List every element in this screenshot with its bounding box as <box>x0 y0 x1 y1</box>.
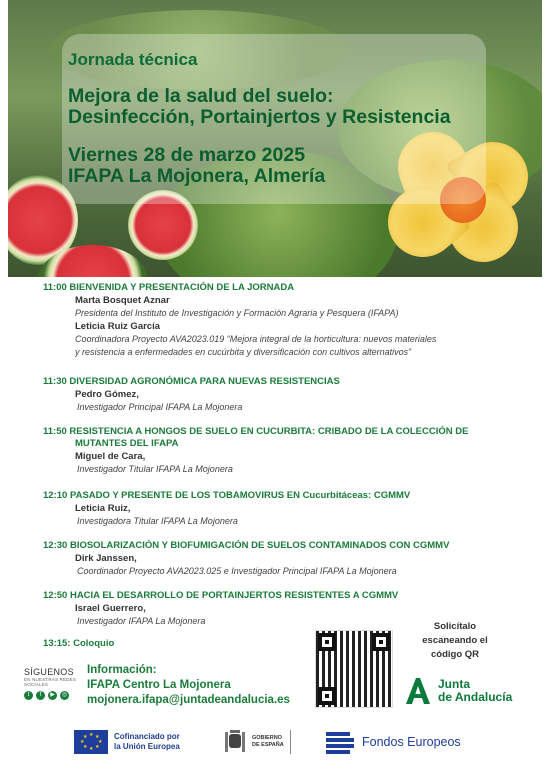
speaker-name: Pedro Gómez, <box>75 389 139 400</box>
program-item <box>43 540 513 578</box>
item-title: BIOSOLARIZACIÓN Y BIOFUMIGACIÓN DE SUELOS CONTAMINADOS CON CGMMV <box>69 540 450 551</box>
junta-line: de Andalucía <box>438 690 513 704</box>
item-title: BIENVENIDA Y PRESENTACIÓN DE LA JORNADA <box>69 282 295 293</box>
item-time: 11:50 <box>43 426 67 437</box>
event-venue: IFAPA La Mojonera, Almería <box>68 165 326 187</box>
fondos-label: Fondos Europeos <box>362 735 461 749</box>
social-icons <box>24 691 78 700</box>
event-type: Jornada técnica <box>68 50 198 69</box>
info-title: Información: <box>87 664 157 676</box>
junta-line: Junta <box>438 677 471 691</box>
event-date: Viernes 28 de marzo 2025 <box>68 144 306 166</box>
twitter-icon[interactable]: t <box>24 691 33 700</box>
facebook-icon[interactable]: f <box>36 691 45 700</box>
speaker-role: Coordinadora Proyecto AVA2023.019 “Mejora integral de la horticultura: nuevos materiales <box>75 334 437 344</box>
program-item <box>43 490 513 528</box>
item-title: HACIA EL DESARROLLO DE PORTAINJERTOS RESISTENTES A CGMMV <box>69 590 399 601</box>
speaker-role: Investigador Titular IFAPA La Mojonera <box>77 464 233 474</box>
fondos-icon <box>322 730 356 754</box>
speaker-role: Presidenta del Instituto de Investigación y Formación Agraria y Pesquera (IFAPA) <box>75 308 399 318</box>
speaker-name: Israel Guerrero, <box>75 603 146 614</box>
item-time: 11:00 <box>43 282 67 293</box>
junta-logo-icon <box>404 676 432 706</box>
item-time: 12:30 <box>43 540 68 551</box>
eu-cofinancing-logo: ★ ★ ★ ★ ★ ★ ★ ★ Cofinanciado por la Unión Europea <box>74 730 180 754</box>
speaker-name: Miguel de Cara, <box>75 451 146 462</box>
qr-code[interactable] <box>315 630 393 708</box>
speaker-name: Leticia Ruiz García <box>75 321 161 332</box>
speaker-name: Marta Bosquet Aznar <box>75 295 170 306</box>
qr-note: Solicítalo escaneando el código QR <box>422 621 488 660</box>
program-item <box>43 376 513 414</box>
program-item <box>43 426 513 476</box>
item-title: MUTANTES DEL IFAPA <box>75 438 179 449</box>
gobierno-espana-logo: GOBIERNO DE ESPAÑA <box>222 728 291 756</box>
item-time: 13:15: <box>43 638 71 649</box>
speaker-role: Investigador IFAPA La Mojonera <box>77 616 206 626</box>
speaker-role: Investigadora Titular IFAPA La Mojonera <box>77 516 238 526</box>
follow-label: SÍGUENOS <box>24 667 74 677</box>
hero-text <box>68 50 528 187</box>
follow-sub: EN NUESTRAS REDES SOCIALES <box>24 677 77 687</box>
divider <box>290 730 291 754</box>
fondos-europeos-logo <box>322 730 461 754</box>
title-line: Desinfección, Portainjertos y Resistencia <box>68 106 451 128</box>
title-line: Mejora de la salud del suelo: <box>68 85 334 107</box>
speaker-name: Leticia Ruiz, <box>75 503 131 514</box>
item-title: DIVERSIDAD AGRONÓMICA PARA NUEVAS RESISTENCIAS <box>69 376 340 387</box>
speaker-name: Dirk Janssen, <box>75 553 137 564</box>
item-time: 12:10 <box>43 490 68 501</box>
coat-of-arms-icon <box>222 728 248 756</box>
speaker-role: y resistencia a enfermedades en cucúrbita y diversificación con cultivos alternativos” <box>75 347 412 357</box>
item-title: RESISTENCIA A HONGOS DE SUELO EN CUCURBITA: CRIBADO DE LA COLECCIÓN DE <box>69 426 469 437</box>
instagram-icon[interactable]: ◎ <box>61 692 68 698</box>
event-date-venue <box>68 145 528 187</box>
eu-flag-icon: ★ ★ ★ ★ ★ ★ ★ ★ <box>74 730 108 754</box>
social-block <box>24 667 78 700</box>
speaker-role: Investigador Principal IFAPA La Mojonera <box>77 402 243 412</box>
item-time: 11:30 <box>43 376 67 387</box>
speaker-role: Coordinador Proyecto AVA2023.025 e Investigador Principal IFAPA La Mojonera <box>77 566 397 576</box>
program-item <box>43 282 513 359</box>
info-email[interactable]: mojonera.ifapa@juntadeandalucia.es <box>87 694 290 706</box>
item-title: PASADO Y PRESENTE DE LOS TOBAMOVIRUS EN Cucurbitáceas: CGMMV <box>69 490 411 501</box>
info-place: IFAPA Centro La Mojonera <box>87 679 231 691</box>
item-title: Coloquio <box>73 638 115 649</box>
event-title <box>68 86 528 128</box>
youtube-icon[interactable]: ▶ <box>48 691 57 700</box>
item-time: 12:50 <box>43 590 68 601</box>
info-block <box>87 663 290 708</box>
junta-andalucia-logo <box>404 676 512 706</box>
